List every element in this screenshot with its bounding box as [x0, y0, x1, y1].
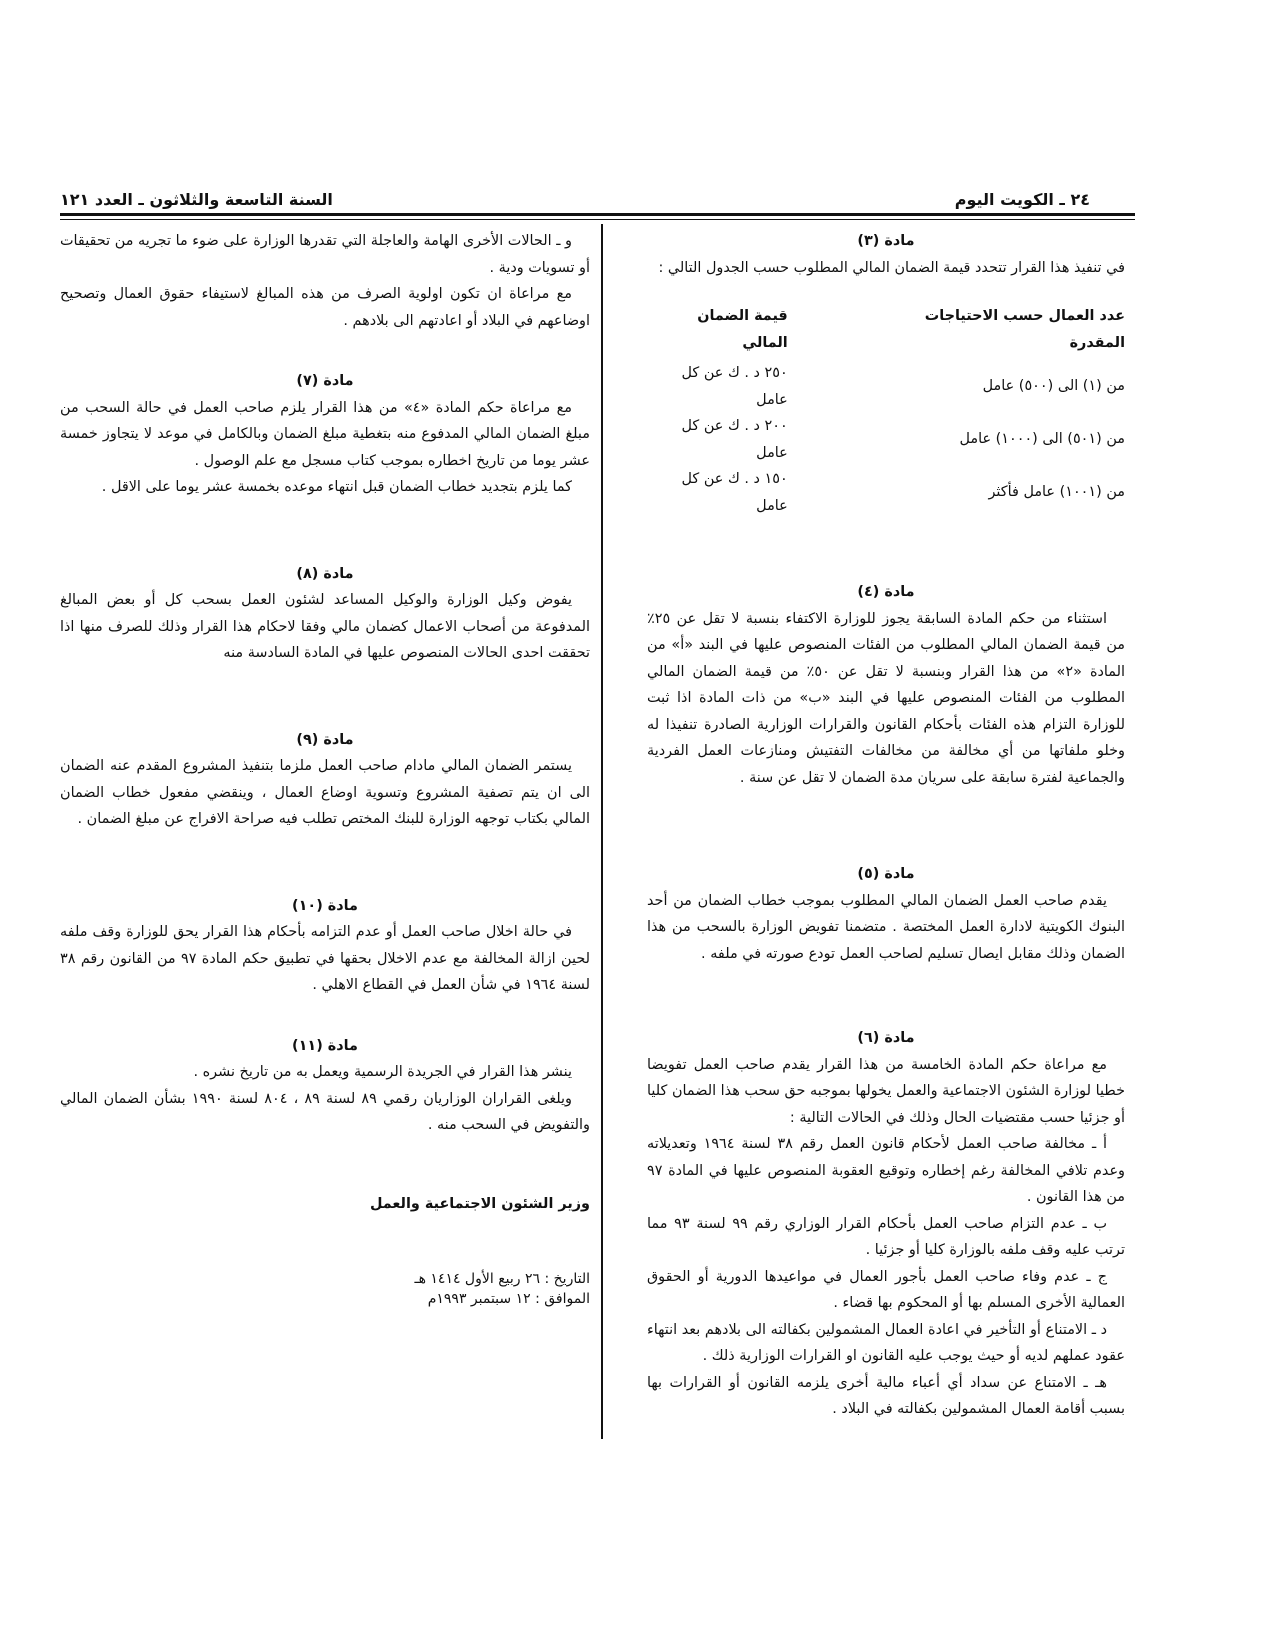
article-text: في تنفيذ هذا القرار تتحدد قيمة الضمان المالي المطلوب حسب الجدول التالي : [658, 259, 1125, 276]
article-text: مع مراعاة حكم المادة الخامسة من هذا القرار يقدم صاحب العمل تفويضا خطيا لوزارة الشئون الاجتماعية والعمل يخولها بموجبه حق سحب هذا الضمان كليا أو جزئيا حسب مقتضيات الحال وذلك في الحالات التالية : [647, 1056, 1125, 1126]
article-text: يستمر الضمان المالي مادام صاحب العمل ملزما بتنفيذ المشروع المقدم عنه الضمان الى ان يتم تصفية المشروع وتسوية اوضاع العمال ، وينقضي مفعول خطاب الضمان المالي بكتاب توجهه الوزارة للبنك المختص تطلب فيه صراحة الافراج عن مبلغ الضمان . [60, 758, 590, 827]
article-note: مع مراعاة ان تكون اولوية الصرف من هذه المبالغ لاستيفاء حقوق العمال وتصحيح اوضاعهم في البلاد أو اعادتهم الى بلادهم . [60, 286, 590, 329]
issue-info: السنة التاسعة والثلاثون ـ العدد ١٢١ [60, 190, 333, 209]
clause-d: د ـ الامتناع أو التأخير في اعادة العمال المشمولين بكفالته الى بلادهم بعد انتهاء عقود عملهم لديه أو حيث يوجب عليه القانون او القرارات الوزارية ذلك . [647, 1321, 1125, 1364]
article-title: مادة (٧) [296, 373, 354, 389]
article-text: ينشر هذا القرار في الجريدة الرسمية ويعمل به من تاريخ نشره . [193, 1064, 572, 1080]
header-rule [60, 213, 1135, 216]
left-column [60, 228, 590, 1309]
clause-f: و ـ الحالات الأخرى الهامة والعاجلة التي تقدرها الوزارة على ضوء ما تجريه من تحقيقات أو تسويات ودية . [60, 233, 590, 276]
article-7 [60, 368, 590, 501]
right-column [647, 228, 1125, 1423]
article-9 [60, 727, 590, 833]
article-4 [647, 579, 1125, 791]
table-cell-workers: من (٥٠١) الى (١٠٠٠) عامل [959, 431, 1125, 448]
article-3 [647, 228, 1125, 519]
article-10 [60, 893, 590, 999]
article-6-continued [60, 228, 590, 334]
article-11 [60, 1033, 590, 1139]
table-cell-value: ٢٠٠ د . ك عن كل عامل [681, 418, 788, 461]
article-8 [60, 561, 590, 667]
article-title: مادة (٥) [857, 866, 915, 882]
clause-b: ب ـ عدم التزام صاحب العمل بأحكام القرار الوزاري رقم ٩٩ لسنة ٩٣ مما ترتب عليه وقف ملفه بالوزارة كليا أو جزئيا . [647, 1215, 1125, 1258]
header-rule-thin [60, 219, 1135, 220]
clause-c: ج ـ عدم وفاء صاحب العمل بأجور العمال في مواعيدها الدورية أو الحقوق العمالية الأخرى المسلم بها أو المحكوم بها قضاء . [647, 1268, 1125, 1311]
decree-dates [60, 1269, 590, 1309]
table-cell-workers: من (١) الى (٥٠٠) عامل [982, 378, 1125, 395]
table-row [647, 413, 1125, 466]
date-hijri: التاريخ : ٢٦ ربيع الأول ١٤١٤ هـ [414, 1271, 590, 1287]
article-title: مادة (٦) [857, 1030, 915, 1046]
table-header-value: قيمة الضمان المالي [697, 308, 788, 351]
table-row [647, 466, 1125, 519]
article-title: مادة (٤) [857, 584, 915, 600]
article-text: يقدم صاحب العمل الضمان المالي المطلوب بموجب خطاب الضمان من أحد البنوك الكويتية لادارة العمل المختصة . متضمنا تفويض الوزارة بالسحب من هذا الضمان وذلك مقابل ايصال تسليم لصاحب العمل تودع صورته في ملفه . [647, 892, 1125, 962]
article-text-2: كما يلزم بتجديد خطاب الضمان قبل انتهاء موعده بخمسة عشر يوما على الاقل . [101, 479, 572, 495]
article-text: مع مراعاة حكم المادة «٤» من هذا القرار يلزم صاحب العمل في حالة السحب من مبلغ الضمان المالي المدفوع منه بتغطية مبلغ الضمان وبالكامل في موعد لا يتجاوز خمسة عشر يوما من تاريخ اخطاره بموجب كتاب مسجل مع علم الوصول . [60, 399, 590, 469]
article-title: مادة (٩) [296, 731, 354, 748]
article-text-2: ويلغى القراران الوزاريان رقمي ٨٩ لسنة ٨٩ ، ٨٠٤ لسنة ١٩٩٠ بشأن الضمان المالي والتفويض في السحب منه . [60, 1090, 590, 1133]
article-title: مادة (٨) [296, 565, 354, 582]
column-divider [601, 224, 603, 1439]
page-title: ٢٤ ـ الكويت اليوم [954, 190, 1090, 209]
table-cell-workers: من (١٠٠١) عامل فأكثر [988, 484, 1125, 501]
table-header-workers: عدد العمال حسب الاحتياجات المقدرة [924, 308, 1125, 351]
article-text: في حالة اخلال صاحب العمل أو عدم التزامه بأحكام هذا القرار يحق للوزارة وقف ملفه لحين ازالة المخالفة مع عدم الاخلال بحقها في تطبيق حكم المادة ٩٧ من القانون رقم ٣٨ لسنة ١٩٦٤ في شأن العمل في القطاع الاهلي . [60, 924, 591, 993]
table-cell-value: ١٥٠ د . ك عن كل عامل [681, 471, 788, 514]
clause-a: أ ـ مخالفة صاحب العمل لأحكام قانون العمل رقم ٣٨ لسنة ١٩٦٤ وتعديلاته وعدم تلافي المخالفة رغم إخطاره وتوقيع العقوبة المنصوص عليها في المادة ٩٧ من هذا القانون . [647, 1136, 1125, 1205]
article-5 [647, 861, 1125, 967]
clause-e: هـ ـ الامتناع عن سداد أي أعباء مالية أخرى يلزمه القانون أو القرارات بها بسبب أقامة العمال المشمولين بكفالته في البلاد . [647, 1374, 1125, 1417]
article-text: يفوض وكيل الوزارة والوكيل المساعد لشئون العمل بسحب كل أو بعض المبالغ المدفوعة من أصحاب الاعمال كضمان مالي وفقا لاحكام هذا القرار وذلك للصرف منها اذا تحققت احدى الحالات المنصوص عليها في المادة السادسة منه [60, 592, 590, 661]
article-text: استثناء من حكم المادة السابقة يجوز للوزارة الاكتفاء بنسبة لا تقل عن ٢٥٪ من قيمة الضمان المالي المطلوب من الفئات المنصوص عليها في البند «أ» من المادة «٢» من هذا القرار وبنسبة لا تقل عن ٥٠٪ من قيمة الضمان المالي المطلوب من الفئات المنصوص عليها في البند «ب» من ذات المادة اذا ثبت للوزارة التزام هذه الفئات بأحكام القانون والقرارات الوزارية الصادرة تنفيذا له وخلو ملفاتها من أي مخالفة من مخالفات التفتيش ومنازعات العمل الفردية والجماعية لفترة سابقة على سريان مدة الضمان لا تقل عن سنة . [647, 610, 1125, 786]
article-title: مادة (١١) [292, 1037, 358, 1054]
date-gregorian: الموافق : ١٢ سبتمبر ١٩٩٣م [427, 1291, 590, 1307]
table-cell-value: ٢٥٠ د . ك عن كل عامل [681, 365, 788, 408]
article-6 [647, 1025, 1125, 1423]
guarantee-table [647, 303, 1125, 519]
table-header-row [647, 303, 1125, 360]
article-title: مادة (٣) [857, 233, 915, 249]
article-title: مادة (١٠) [292, 897, 358, 914]
minister-signature: وزير الشئون الاجتماعية والعمل [369, 1195, 590, 1212]
table-row [647, 360, 1125, 413]
